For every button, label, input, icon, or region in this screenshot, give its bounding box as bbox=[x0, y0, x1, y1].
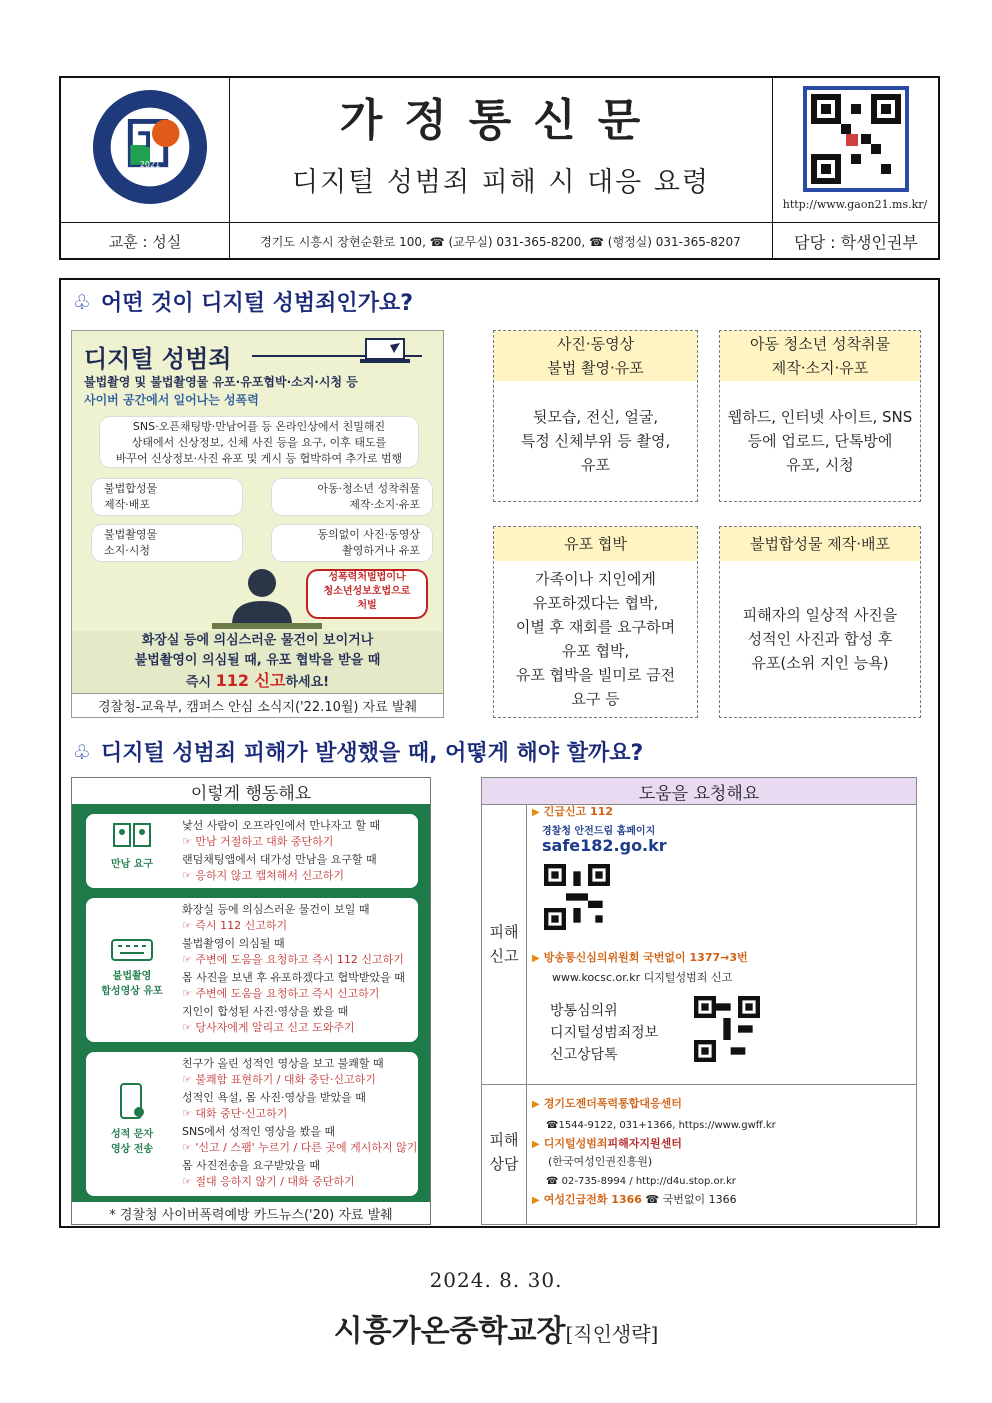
consult-gyeonggi: ▶ 경기도젠더폭력통합대응센터 bbox=[532, 1097, 682, 1110]
infographic-source: 경찰청-교육부, 캠퍼스 안심 소식지('22.10월) 자료 발췌 bbox=[72, 693, 443, 717]
action-card-sexual-messages: 성적 문자 영상 전송 친구가 올린 성적인 영상을 보고 불쾌할 때 ☞ 불쾌함 표현하기 / 대화 중단·신고하기 성적인 욕설, 몸 사진·영상을 받았을 때 ☞ 대화 중단·신고하기 SNS에서 성적인 영상을 봤을 때 ☞ '신고 / 스팸' 누르기 / 다른 곳에 게시하지 않기 몸 사진전송을 요구받았을 때 ☞ 절대 응하지 않기 / 대화 중단하기 bbox=[86, 1052, 418, 1196]
qr-code-icon[interactable] bbox=[544, 864, 610, 930]
consult-d4u: ▶ 디지털성범죄피해자지원센터 bbox=[532, 1137, 682, 1150]
school-url[interactable]: http://www.gaon21.ms.kr/ bbox=[782, 198, 928, 211]
d4u-info: ☎ 02-735-8994 / http://d4u.stop.or.kr bbox=[546, 1176, 736, 1187]
main-content bbox=[59, 278, 940, 1228]
action-guide-source: * 경찰청 사이버폭력예방 카드뉴스('20) 자료 발췌 bbox=[72, 1202, 430, 1224]
warning-box: 화장실 등에 의심스러운 물건이 보이거나 불법촬영이 의심될 때, 유포 협박을 받을 때 즉시 112 신고하세요! bbox=[72, 631, 443, 693]
digital-crime-infographic bbox=[71, 330, 444, 718]
bubble-possession: 불법촬영물 소지·시청 bbox=[92, 525, 242, 561]
infographic-line1: 불법촬영 및 불법촬영물 유포·유포협박·소지·시청 등 bbox=[84, 375, 358, 389]
clover-icon: ♧ bbox=[73, 289, 91, 314]
crime-type-box: 불법합성물 제작·배포 피해자의 일상적 사진을 성적인 사진과 합성 후 유포(소위 지인 능욕) bbox=[719, 526, 921, 718]
meeting-icon bbox=[112, 822, 152, 852]
principal-signature: 시흥가온중학교장[직인생략] bbox=[333, 1314, 659, 1349]
crime-type-box: 아동 청소년 성착취물 제작·소지·유포 웹하드, 인터넷 사이트, SNS 등에 업로드, 단톡방에 유포, 시청 bbox=[719, 330, 921, 502]
clover-icon: ♧ bbox=[73, 739, 91, 764]
label-consult: 피해 상담 bbox=[489, 1131, 519, 1173]
logo-year: 2021 bbox=[139, 160, 161, 169]
issue-date: 2024. 8. 30. bbox=[429, 1268, 563, 1292]
section1-heading bbox=[73, 286, 413, 317]
school-logo bbox=[91, 88, 209, 206]
action-card-label: 불법촬영 합성영상 유포 bbox=[101, 971, 163, 997]
crime-type-box: 유포 협박 가족이나 지인에게 유포하겠다는 협박, 이별 후 재회를 요구하며 유포 협박, 유포 협박을 빌미로 금전 요구 등 bbox=[493, 526, 698, 718]
header-table bbox=[59, 76, 940, 260]
school-motto: 교훈 : 성실 bbox=[108, 232, 182, 251]
safe182-label: 경찰청 안전드림 홈페이지 bbox=[542, 826, 656, 837]
action-card-meeting: 만남 요구 낯선 사람이 오프라인에서 만나자고 할 때 ☞ 만남 거절하고 대화 중단하기 랜덤채팅앱에서 대가성 만남을 요구할 때 ☞ 응하지 않고 캡쳐해서 신고하기 bbox=[86, 814, 418, 888]
law-bubble: 성폭력처벌법이나 청소년성보호법으로 처벌 bbox=[308, 571, 426, 617]
keyboard-icon bbox=[110, 934, 154, 964]
gyeonggi-info: ☎1544-9122, 031+1366, https://www.gwff.kr bbox=[546, 1120, 776, 1131]
page-title: 가정통신문 bbox=[339, 95, 663, 146]
crime-type-box: 사진·동영상 불법 촬영·유포 뒷모습, 전신, 얼굴, 특정 신체부위 등 촬영, 유포 bbox=[493, 330, 698, 502]
qr-code-icon[interactable] bbox=[694, 996, 760, 1062]
section2-title: 디지털 성범죄 피해가 발생했을 때, 어떻게 해야 할까요? bbox=[100, 741, 644, 766]
report-112: ▶ 긴급신고 112 bbox=[532, 805, 613, 818]
consult-1366: ▶ 여성긴급전화 1366 ☎ 국번없이 1366 bbox=[532, 1193, 737, 1206]
qr-code-icon[interactable] bbox=[803, 86, 909, 192]
action-card-illegal-filming: 불법촬영 합성영상 유포 화장실 등에 의심스러운 물건이 보일 때 ☞ 즉시 112 신고하기 불법촬영이 의심될 때 ☞ 주변에 도움을 요청하고 즉시 112 신고하기 몸 사진을 보낸 후 유포하겠다고 협박받았을 때 ☞ 주변에 도움을 요청하고 즉시 신고하기 지인이 합성된 사진·영상을 봤을 때 ☞ 당사자에게 알리고 신고 도와주기 bbox=[86, 898, 418, 1042]
laptop-icon bbox=[360, 337, 412, 365]
action-card-label: 성적 문자 영상 전송 bbox=[110, 1129, 154, 1155]
page-subtitle: 디지털 성범죄 피해 시 대응 요령 bbox=[292, 167, 710, 198]
safe182-link[interactable]: safe182.go.kr bbox=[542, 836, 667, 855]
action-card-label: 만남 요구 bbox=[110, 859, 154, 870]
section1-title: 어떤 것이 디지털 성범죄인가요? bbox=[100, 291, 413, 316]
department: 담당 : 학생인권부 bbox=[794, 232, 918, 252]
kocsc-link[interactable]: www.kocsc.or.kr 디지털성범죄 신고 bbox=[552, 971, 733, 984]
infographic-title: 디지털 성범죄 bbox=[84, 345, 232, 373]
report-kocsc: ▶ 방송통신심의위원회 국번없이 1377→3번 bbox=[532, 951, 748, 964]
action-guide-header: 이렇게 행동해요 bbox=[72, 778, 430, 804]
bubble-synthetic: 불법합성물 제작·배포 bbox=[92, 479, 242, 515]
infographic-line2: 사이버 공간에서 일어나는 성폭력 bbox=[84, 393, 259, 407]
bubble-nonconsent: 동의없이 사진·동영상 촬영하거나 유포 bbox=[272, 525, 432, 561]
phone-tap-icon bbox=[117, 1082, 147, 1122]
action-guide bbox=[71, 777, 431, 1225]
school-address: 경기도 시흥시 장현순환로 100, ☎ (교무실) 031-365-8200, ☎ (행정실) 031-365-8207 bbox=[260, 234, 741, 249]
section2-heading bbox=[73, 736, 643, 767]
seal-omitted: [직인생략] bbox=[565, 1322, 659, 1346]
bubble-main: SNS·오픈채팅방·만남어플 등 온라인상에서 친밀해진 상태에서 신상정보, 신체 사진 등을 요구, 이후 태도를 바꾸어 신상정보·사진 유포 및 게시 등 협박하여 추가로 범행 bbox=[100, 417, 418, 467]
label-report: 피해 신고 bbox=[489, 923, 519, 965]
bubble-child: 아동·청소년 성착취물 제작·소지·유포 bbox=[272, 479, 432, 515]
kocsc-talk: 방통심의위 디지털성범죄정보 신고상담톡 bbox=[550, 1003, 659, 1063]
d4u-org: (한국여성인권진흥원) bbox=[548, 1155, 653, 1168]
help-guide-header: 도움을 요청해요 bbox=[482, 778, 916, 805]
help-guide bbox=[481, 777, 917, 1225]
